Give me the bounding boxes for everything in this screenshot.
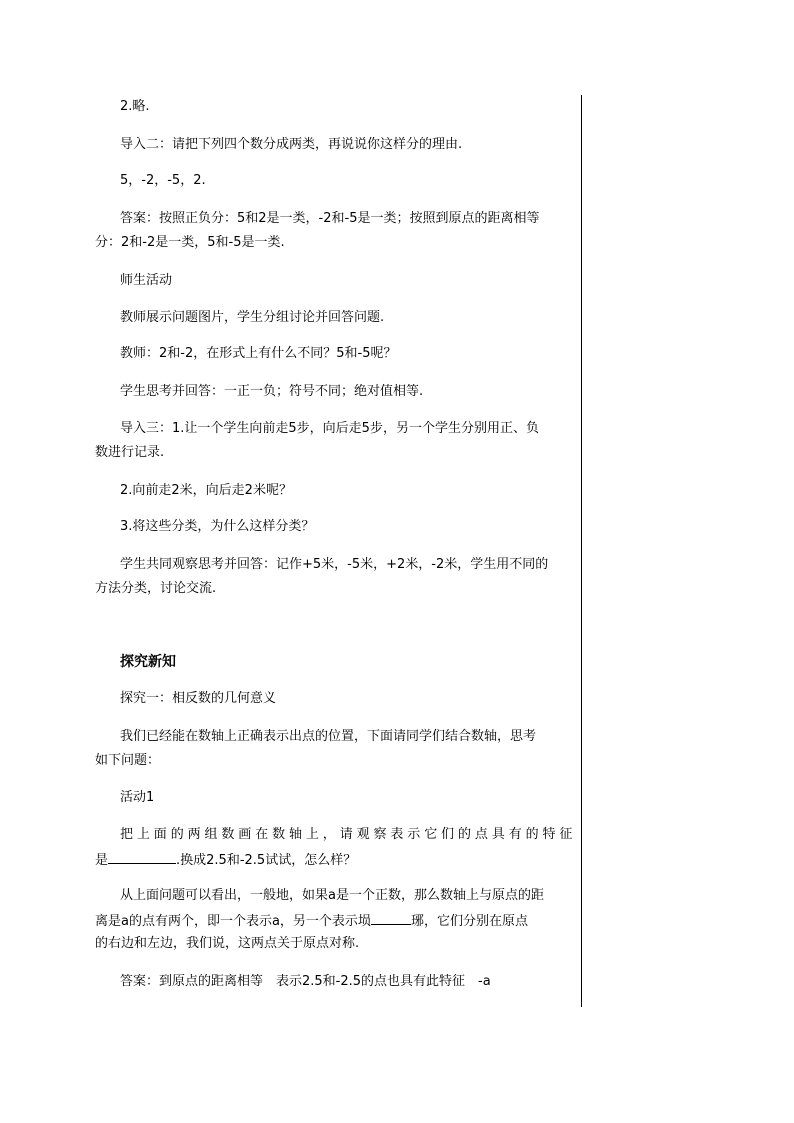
text-line: 学生共同观察思考并回答：记作+5米，-5米，+2米，-2米，学生用不同的: [120, 557, 549, 572]
text-fragment: 琊，它们分别在原点: [410, 914, 528, 929]
fill-in-blank: [108, 851, 176, 864]
text-line: 把上面的两组数画在数轴上，请观察表示它们的点具有的特征: [120, 827, 577, 842]
text-line: 活动1: [120, 790, 155, 805]
text-fragment: 是: [95, 853, 109, 868]
text-line: 方法分类，讨论交流.: [95, 581, 217, 596]
text-line: 的右边和左边，我们说，这两点关于原点对称.: [95, 936, 360, 951]
text-line: 学生思考并回答：一正一负；符号不同；绝对值相等.: [120, 384, 424, 399]
text-line: 5，-2，-5，2.: [120, 173, 206, 188]
text-line: 答案：按照正负分：5和2是一类，-2和-5是一类；按照到原点的距离相等: [120, 211, 540, 226]
text-line: 导入二：请把下列四个数分成两类，再说说你这样分的理由.: [120, 137, 463, 152]
text-line: 分：2和-2是一类，5和-5是一类.: [95, 235, 285, 250]
text-line: 导入三：1.让一个学生向前走5步，向后走5步，另一个学生分别用正、负: [120, 421, 539, 436]
text-fragment: .换成2.5和-2.5试试，怎么样？: [176, 853, 357, 868]
fill-in-blank: [371, 912, 411, 925]
text-line: 3.将这些分类，为什么这样分类？: [120, 519, 315, 534]
text-line: 2.略.: [120, 99, 150, 114]
text-line: 探究一：相反数的几何意义: [120, 691, 277, 706]
text-line: 教师：2和-2，在形式上有什么不同？5和-5呢？: [120, 346, 397, 361]
text-line: 2.向前走2米，向后走2米呢？: [120, 483, 292, 498]
text-line: 从上面问题可以看出，一般地，如果a是一个正数，那么数轴上与原点的距: [120, 888, 544, 903]
text-line: 教师展示问题图片，学生分组讨论并回答问题.: [120, 310, 385, 325]
text-line-with-blank: [95, 851, 577, 869]
text-line: 答案：到原点的距离相等 表示2.5和-2.5的点也具有此特征 -a: [120, 974, 491, 989]
text-line: 如下问题：: [95, 753, 161, 768]
section-heading: 探究新知: [120, 654, 176, 670]
text-fragment: 离是a的点有两个，即一个表示a，另一个表示埙: [95, 914, 371, 929]
text-line: 师生活动: [120, 273, 173, 288]
table-border-line: [581, 95, 582, 1007]
text-line-with-blank: [95, 912, 577, 930]
text-line: 数进行记录.: [95, 445, 165, 460]
text-line: 我们已经能在数轴上正确表示出点的位置，下面请同学们结合数轴，思考: [120, 729, 537, 744]
